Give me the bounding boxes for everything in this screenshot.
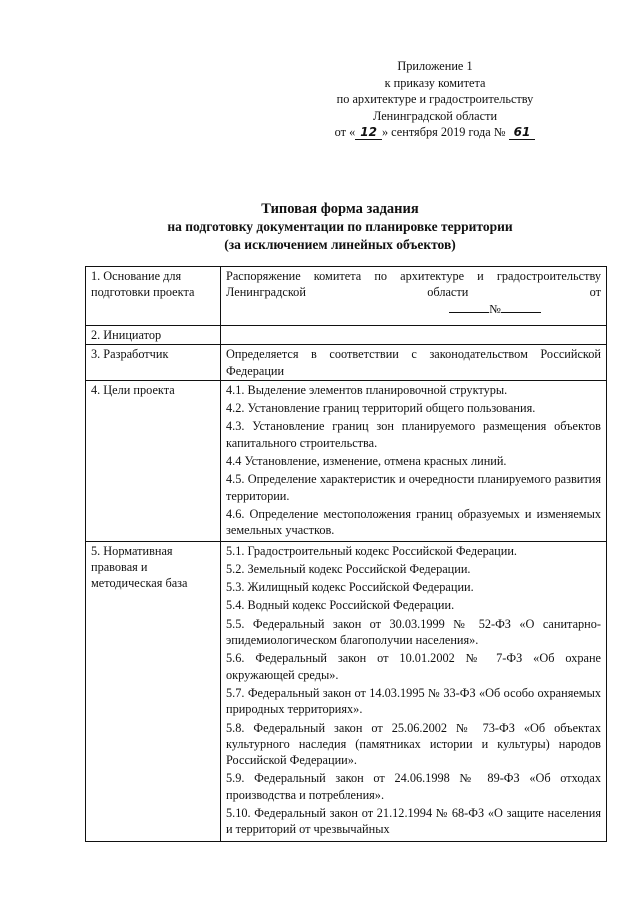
list-item: 5.2. Земельный кодекс Российской Федерации. (226, 561, 471, 576)
row-label: 4. Цели проекта (86, 380, 221, 541)
appendix-line-3: по архитектуре и градостроительству (336, 92, 534, 107)
list-item: 5.5. Федеральный закон от 30.03.1999 № 52-ФЗ «О санитарно-эпидемиологическом благополучии населения». (226, 616, 601, 648)
title-line-2: на подготовку документации по планировке территории (167, 219, 513, 234)
list-item: 5.6. Федеральный закон от 10.01.2002 № 7-ФЗ «Об охране окружающей среды». (226, 651, 601, 682)
appendix-date-line (300, 124, 570, 141)
row-label: 1. Основание для подготовки проекта (86, 267, 221, 326)
list-item: 5.10. Федеральный закон от 21.12.1994 № 68-ФЗ «О защите населения и территорий от чрезвычайных (226, 806, 601, 837)
table-row (86, 326, 607, 345)
row-label: 2. Инициатор (86, 326, 221, 345)
title-line-3: (за исключением линейных объектов) (224, 237, 456, 252)
table-row (86, 380, 607, 541)
list-item: 4.1. Выделение элементов планировочной структуры. (226, 382, 508, 397)
task-form-table (85, 266, 607, 842)
list-item: 5.7. Федеральный закон от 14.03.1995 № 33-ФЗ «Об особо охраняемых природных территориях». (226, 685, 601, 717)
date-middle: » сентября 2019 года № (381, 125, 506, 140)
number-sign: № (489, 301, 501, 316)
appendix-header (300, 58, 570, 141)
list-item: 4.5. Определение характеристик и очередности планируемого развития территории. (226, 472, 601, 503)
list-item: 5.4. Водный кодекс Российской Федерации. (226, 598, 455, 613)
list-item: 5.1. Градостроительный кодекс Российской Федерации. (226, 543, 517, 558)
row-label: 5. Нормативная правовая и методическая база (86, 541, 221, 841)
row-content (221, 326, 607, 345)
table-row (86, 267, 607, 326)
list-item: 4.2. Установление границ территорий общего пользования. (226, 401, 536, 416)
row-content (221, 541, 607, 841)
title-line-1: Типовая форма задания (261, 201, 419, 217)
handwritten-day: 12 (355, 126, 382, 140)
appendix-line-1: Приложение 1 (397, 59, 473, 73)
list-item: 5.9. Федеральный закон от 24.06.1998 № 89-ФЗ «Об отходах производства и потребления». (226, 771, 601, 802)
row-label: 3. Разработчик (86, 345, 221, 381)
list-item: 5.3. Жилищный кодекс Российской Федерации. (226, 580, 474, 595)
row-content (221, 380, 607, 541)
document-title (90, 200, 590, 254)
row-content (221, 267, 607, 326)
list-item: 4.4 Установление, изменение, отмена красных линий. (226, 454, 507, 469)
list-item: 4.6. Определение местоположения границ образуемых и изменяемых земельных участков. (226, 506, 601, 538)
basis-number-line (226, 301, 601, 317)
table-row (86, 345, 607, 381)
basis-text: Распоряжение комитета по архитектуре и градостроительству Ленинградской области от (226, 269, 601, 300)
list-item: 4.3. Установление границ зон планируемого размещения объектов капитального строительства. (226, 419, 601, 450)
row-content: Определяется в соответствии с законодательством Российской Федерации (221, 345, 607, 381)
appendix-line-2: к приказу комитета (384, 75, 486, 90)
appendix-line-4: Ленинградской области (372, 108, 498, 123)
date-prefix: от « (334, 125, 356, 140)
list-item: 5.8. Федеральный закон от 25.06.2002 № 73-ФЗ «Об объектах культурного наследия (памятниках истории и культуры) народов Российской Федерации». (226, 720, 601, 768)
handwritten-order-number: 61 (509, 126, 536, 140)
table-row (86, 541, 607, 841)
